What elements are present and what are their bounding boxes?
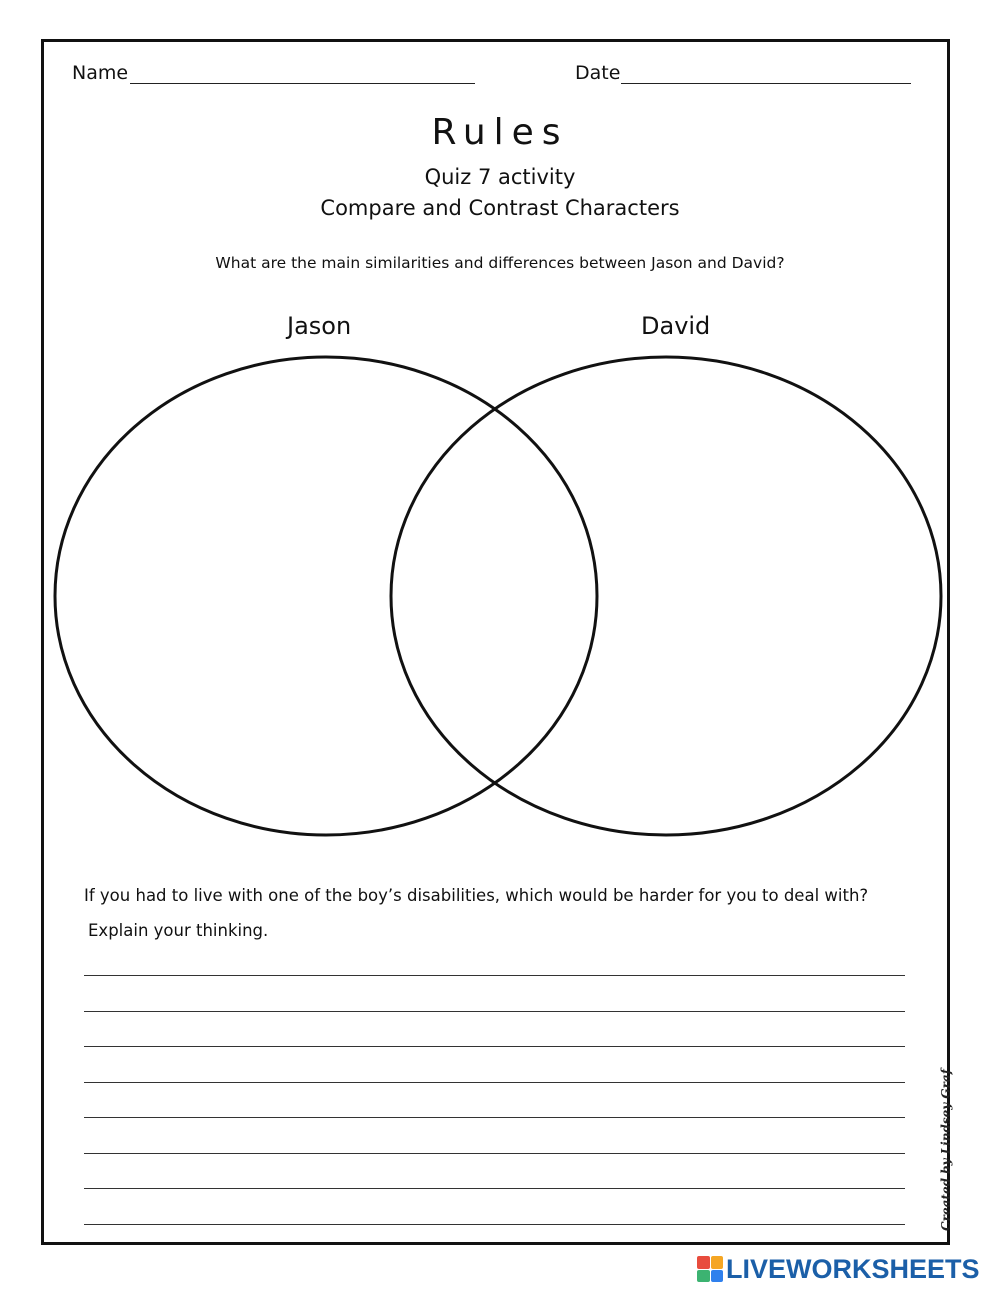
logo-square bbox=[711, 1270, 724, 1283]
venn-label-david: David bbox=[641, 312, 711, 340]
liveworksheets-wordmark: LIVEWORKSHEETS bbox=[726, 1253, 980, 1284]
answer-line[interactable] bbox=[84, 1117, 905, 1118]
date-label: Date bbox=[575, 62, 621, 84]
answer-line[interactable] bbox=[84, 1046, 905, 1047]
worksheet-subtitle-topic: Compare and Contrast Characters bbox=[320, 196, 680, 220]
liveworksheets-logo-icon bbox=[697, 1256, 723, 1282]
venn-label-jason: Jason bbox=[287, 312, 352, 340]
liveworksheets-brand bbox=[697, 1254, 980, 1284]
answer-line[interactable] bbox=[84, 1153, 905, 1154]
name-label: Name bbox=[72, 62, 129, 84]
logo-square bbox=[697, 1270, 710, 1283]
creator-credit: Created by Lindsey Graf bbox=[939, 1069, 953, 1231]
answer-line[interactable] bbox=[84, 1011, 905, 1012]
venn-question: What are the main similarities and differences between Jason and David? bbox=[215, 254, 785, 272]
logo-square bbox=[697, 1256, 710, 1269]
worksheet-subtitle-quiz: Quiz 7 activity bbox=[424, 165, 576, 189]
answer-line[interactable] bbox=[84, 1188, 905, 1189]
worksheet-title: Rules bbox=[431, 112, 569, 153]
answer-line[interactable] bbox=[84, 975, 905, 976]
prompt-instruction: Explain your thinking. bbox=[88, 921, 269, 940]
venn-circle-david[interactable] bbox=[391, 357, 941, 835]
logo-square bbox=[711, 1256, 724, 1269]
answer-line[interactable] bbox=[84, 1224, 905, 1225]
prompt-question: If you had to live with one of the boy’s disabilities, which would be harder for you to deal with? bbox=[84, 886, 869, 905]
answer-line[interactable] bbox=[84, 1082, 905, 1083]
venn-circle-jason[interactable] bbox=[55, 357, 597, 835]
